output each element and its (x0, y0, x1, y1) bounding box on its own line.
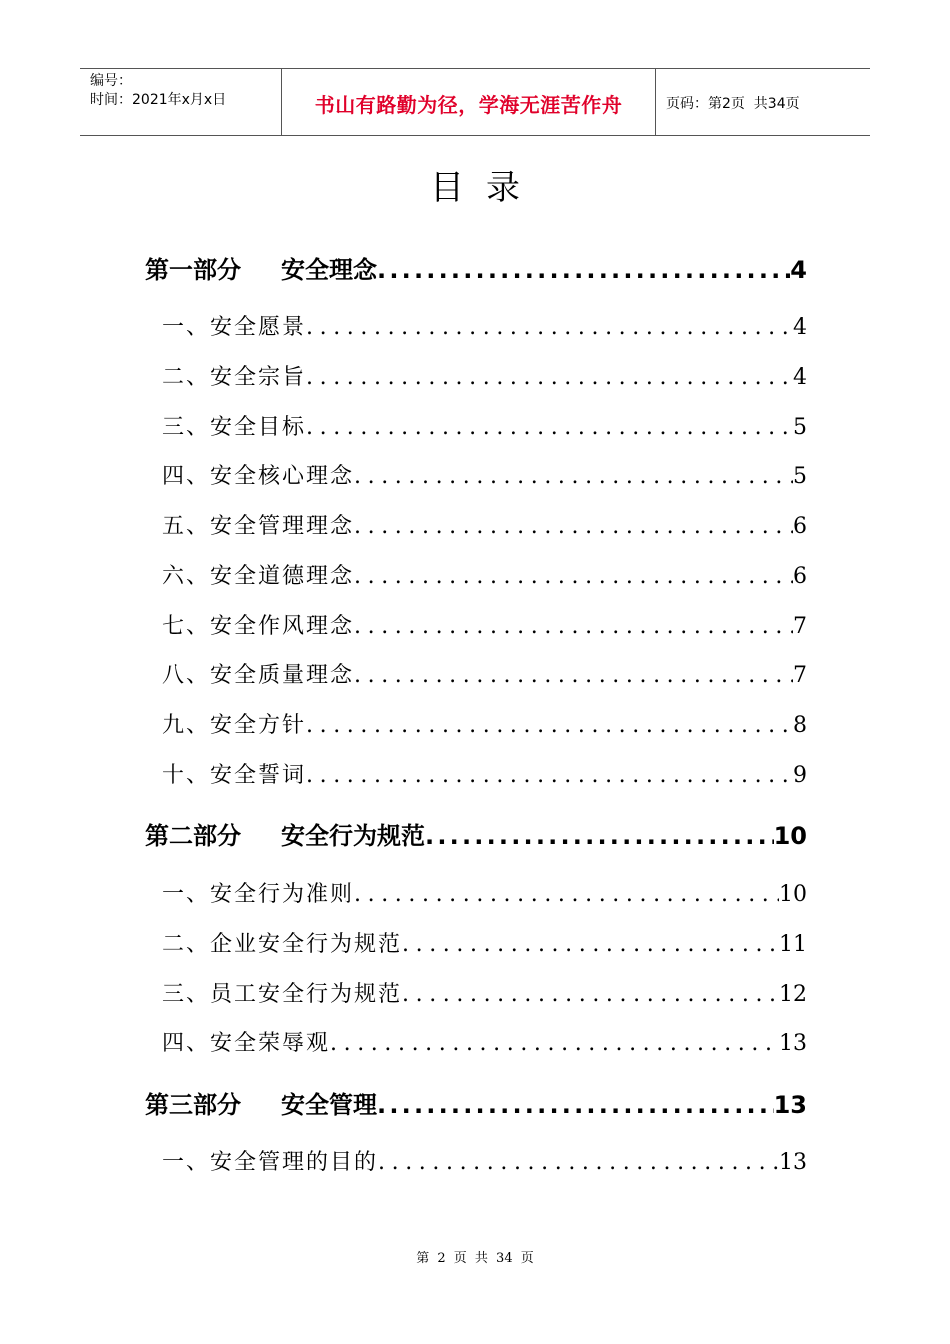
toc-dot-leader (354, 564, 793, 589)
toc-page-number: 12 (779, 982, 807, 1007)
toc-page-number: 13 (779, 1031, 807, 1056)
toc-section-entry[interactable] (162, 877, 807, 908)
toc-dot-leader (306, 763, 793, 788)
toc-page-number: 9 (793, 763, 807, 788)
toc-part-entry[interactable] (145, 1085, 807, 1120)
toc-entry-label: 三、安全目标 (162, 415, 307, 440)
toc-page-number: 13 (779, 1150, 807, 1175)
toc-dot-leader (378, 1150, 779, 1175)
toc-dot-leader (354, 464, 793, 489)
toc-dot-leader (425, 822, 774, 850)
toc-section-entry[interactable] (162, 310, 807, 341)
toc-entry-label: 三、员工安全行为规范 (162, 982, 403, 1007)
toc-section-entry[interactable] (162, 559, 807, 590)
toc-entry-label: 一、安全行为准则 (162, 882, 355, 907)
page-title: 目录 (430, 168, 542, 208)
toc-dot-leader (402, 982, 779, 1007)
toc-section-entry[interactable] (162, 609, 807, 640)
toc-section-entry[interactable] (162, 1145, 807, 1176)
toc-dot-leader (354, 882, 779, 907)
toc-entry-label: 四、安全核心理念 (162, 464, 355, 489)
toc-dot-leader (354, 514, 793, 539)
toc-dot-leader (306, 415, 793, 440)
toc-entry-label: 第一部分 安全理念 (145, 256, 377, 284)
toc-section-entry[interactable] (162, 708, 807, 739)
toc-page-number: 5 (793, 464, 807, 489)
header-meta (80, 69, 282, 135)
toc-dot-leader (402, 932, 779, 957)
document-time: 时间：2021年x月x日 (90, 92, 227, 108)
toc-page-number: 4 (793, 315, 807, 340)
toc-section-entry[interactable] (162, 509, 807, 540)
toc-page-number: 8 (793, 713, 807, 738)
toc-dot-leader (330, 1031, 779, 1056)
toc-entry-title: 安全管理 (281, 1091, 377, 1119)
toc-page-number: 7 (793, 614, 807, 639)
toc-dot-leader (354, 663, 793, 688)
toc-entry-label: 十、安全誓词 (162, 763, 307, 788)
toc-entry-label: 二、安全宗旨 (162, 365, 307, 390)
toc-page-number: 6 (793, 564, 807, 589)
toc-dot-leader (354, 614, 793, 639)
header-motto (282, 69, 656, 135)
toc-entry-title: 安全理念 (281, 256, 377, 284)
toc-entry-label: 六、安全道德理念 (162, 564, 355, 589)
toc-entry-label: 第二部分 安全行为规范 (145, 822, 425, 850)
toc-dot-leader (306, 713, 793, 738)
toc-entry-label: 七、安全作风理念 (162, 614, 355, 639)
toc-page-number: 10 (773, 822, 807, 850)
page-header (80, 68, 870, 136)
toc-entry-label: 九、安全方针 (162, 713, 307, 738)
toc-page-number: 7 (793, 663, 807, 688)
toc-entry-label: 五、安全管理理念 (162, 514, 355, 539)
toc-part-entry[interactable] (145, 250, 807, 285)
page-footer: 第 2 页 共 34 页 (416, 1251, 534, 1266)
toc-section-entry[interactable] (162, 410, 807, 441)
toc-page-number: 6 (793, 514, 807, 539)
header-page-info (656, 69, 870, 135)
toc-page-number: 4 (793, 365, 807, 390)
toc-entry-title: 安全行为规范 (281, 822, 425, 850)
toc-entry-label: 一、安全管理的目的 (162, 1150, 379, 1175)
page-info-text: 页码：第2页 共34页 (666, 96, 800, 112)
toc-entry-label: 八、安全质量理念 (162, 663, 355, 688)
toc-entry-label: 一、安全愿景 (162, 315, 307, 340)
document-number-label: 编号： (90, 73, 132, 89)
toc-section-entry[interactable] (162, 1026, 807, 1057)
toc-page-number: 4 (790, 256, 807, 284)
toc-page-number: 13 (773, 1091, 807, 1119)
toc-page-number: 10 (779, 882, 807, 907)
toc-section-entry[interactable] (162, 459, 807, 490)
motto-text: 书山有路勤为径，学海无涯苦作舟 (314, 93, 623, 117)
toc-section-entry[interactable] (162, 927, 807, 958)
toc-section-entry[interactable] (162, 758, 807, 789)
toc-entry-label: 二、企业安全行为规范 (162, 932, 403, 957)
toc-page-number: 5 (793, 415, 807, 440)
toc-page-number: 11 (779, 932, 807, 957)
toc-dot-leader (377, 256, 790, 284)
toc-section-entry[interactable] (162, 977, 807, 1008)
toc-part-entry[interactable] (145, 816, 807, 851)
toc-dot-leader (306, 315, 793, 340)
toc-section-entry[interactable] (162, 658, 807, 689)
toc-dot-leader (306, 365, 793, 390)
toc-entry-label: 四、安全荣辱观 (162, 1031, 331, 1056)
toc-dot-leader (377, 1091, 774, 1119)
toc-entry-label: 第三部分 安全管理 (145, 1091, 377, 1119)
toc-section-entry[interactable] (162, 360, 807, 391)
